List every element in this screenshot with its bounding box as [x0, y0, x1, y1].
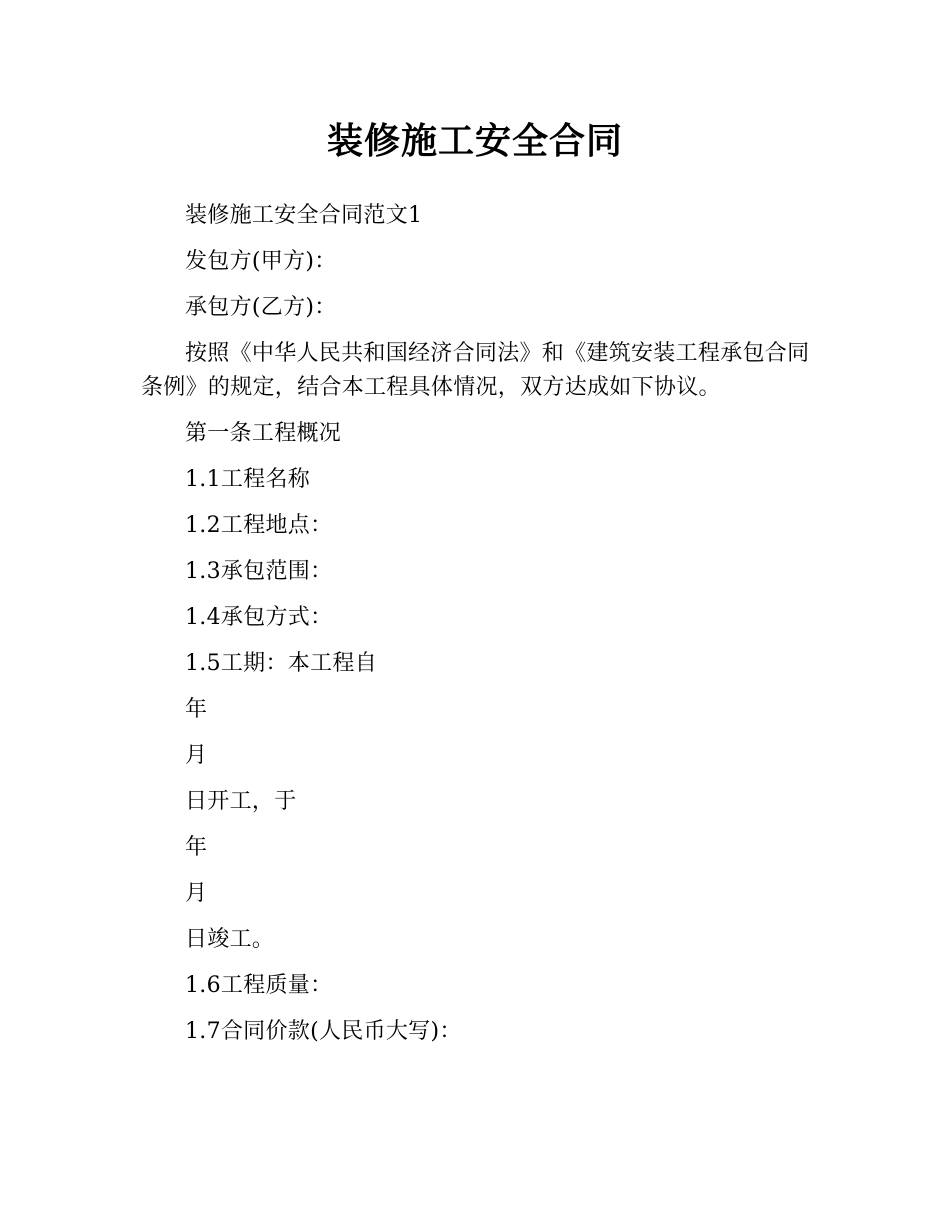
paragraph-duration: 1.5工期：本工程自	[185, 651, 377, 676]
paragraph-party-b: 承包方(乙方)：	[185, 295, 337, 320]
paragraph-end-month: 月	[185, 881, 208, 906]
paragraph-article-one-heading: 第一条工程概况	[185, 421, 342, 446]
paragraph-start-day: 日开工，于	[185, 789, 297, 814]
paragraph-project-name: 1.1工程名称	[185, 467, 311, 492]
paragraph-start-year: 年	[185, 697, 208, 722]
document-title: 装修施工安全合同	[326, 121, 623, 162]
paragraph-end-day: 日竣工。	[185, 927, 275, 952]
paragraph-start-month: 月	[185, 743, 208, 768]
paragraph-agreement-basis: 按照《中华人民共和国经济合同法》和《建筑安装工程承包合同条例》的规定，结合本工程具体情况，双方达成如下协议。	[141, 341, 810, 400]
paragraph-project-quality: 1.6工程质量：	[185, 973, 333, 998]
document-body	[141, 199, 813, 1061]
paragraph-contract-scope: 1.3承包范围：	[185, 559, 333, 584]
paragraph-end-year: 年	[185, 835, 208, 860]
paragraph-party-a: 发包方(甲方)：	[185, 249, 337, 274]
paragraph-contract-method: 1.4承包方式：	[185, 605, 333, 630]
paragraph-contract-sample-heading: 装修施工安全合同范文1	[185, 203, 423, 228]
paragraph-contract-price: 1.7合同价款(人民币大写)：	[185, 1019, 462, 1044]
paragraph-project-location: 1.2工程地点：	[185, 513, 333, 538]
